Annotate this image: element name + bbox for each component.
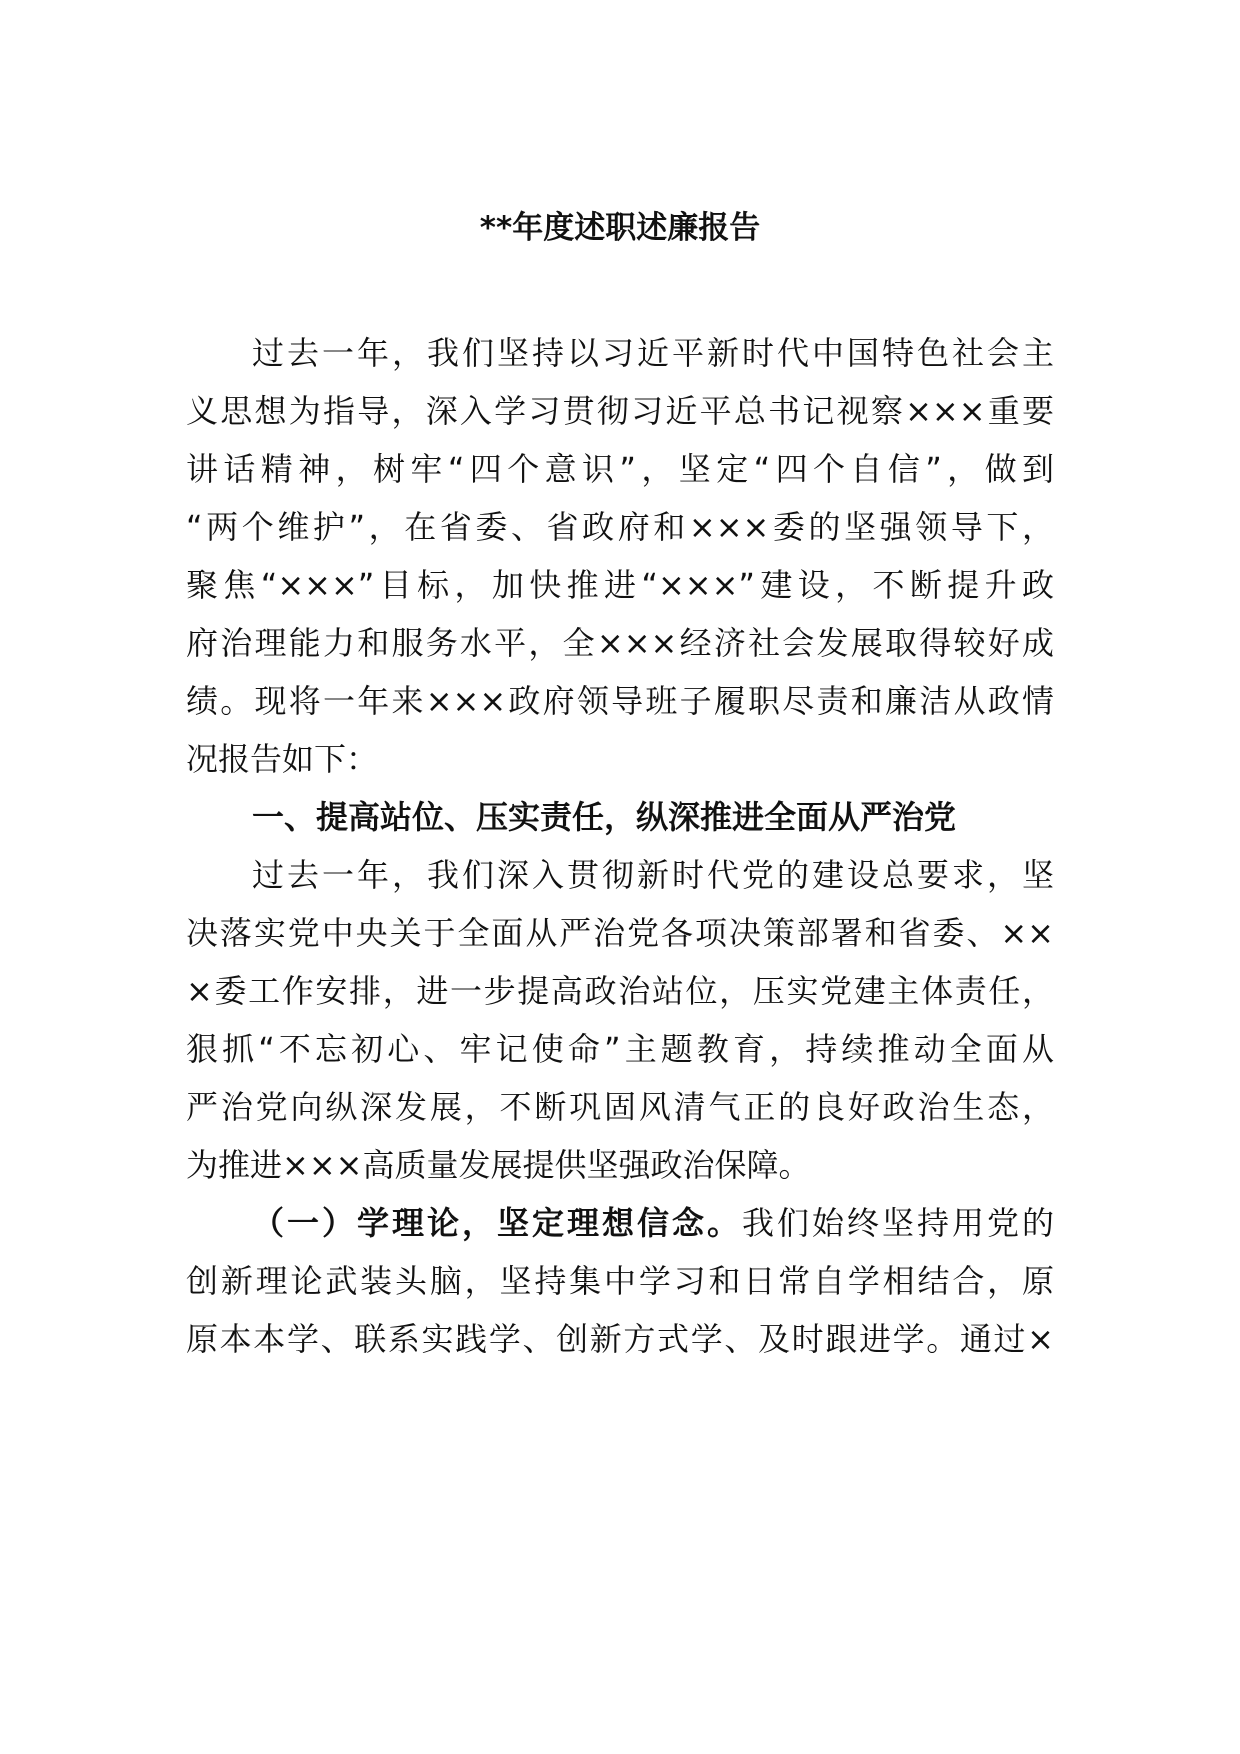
subsection-first-line-text: 我们始终坚持用党的 xyxy=(741,1204,1054,1242)
subsection-heading: （一）学理论，坚定理想信念。 xyxy=(252,1204,742,1242)
intro-line-6: 府治理能力和服务水平，全×××经济社会发展取得较好成 xyxy=(186,624,1054,662)
section-line-2: 决落实党中央关于全面从严治党各项决策部署和省委、×× xyxy=(186,914,1054,952)
section-line-4: 狠抓“不忘初心、牢记使命”主题教育，持续推动全面从 xyxy=(186,1030,1054,1068)
subsection-line-3: 原本本学、联系实践学、创新方式学、及时跟进学。通过× xyxy=(186,1320,1054,1358)
section-line-5: 严治党向纵深发展，不断巩固风清气正的良好政治生态， xyxy=(186,1088,1054,1126)
intro-line-8: 况报告如下： xyxy=(186,740,379,778)
document-title: **年度述职述廉报告 xyxy=(479,210,761,246)
intro-line-4: “两个维护”，在省委、省政府和×××委的坚强领导下， xyxy=(186,508,1054,546)
intro-line-2: 义思想为指导，深入学习贯彻习近平总书记视察×××重要 xyxy=(186,392,1054,430)
subsection-line-2: 创新理论武装头脑，坚持集中学习和日常自学相结合，原 xyxy=(186,1262,1054,1300)
section-line-3: ×委工作安排，进一步提高政治站位，压实党建主体责任， xyxy=(186,972,1054,1010)
intro-line-7: 绩。现将一年来×××政府领导班子履职尽责和廉洁从政情 xyxy=(186,682,1054,720)
intro-line-3: 讲话精神，树牢“四个意识”，坚定“四个自信”，做到 xyxy=(186,450,1054,488)
section-heading: 一、提高站位、压实责任，纵深推进全面从严治党 xyxy=(252,798,957,836)
section-line-1: 过去一年，我们深入贯彻新时代党的建设总要求，坚 xyxy=(252,856,1054,894)
intro-line-1: 过去一年，我们坚持以习近平新时代中国特色社会主 xyxy=(252,334,1054,372)
subsection-first-line xyxy=(252,1198,1054,1248)
intro-line-5: 聚焦“×××”目标，加快推进“×××”建设，不断提升政 xyxy=(186,566,1054,604)
section-line-6: 为推进×××高质量发展提供坚强政治保障。 xyxy=(186,1146,811,1184)
